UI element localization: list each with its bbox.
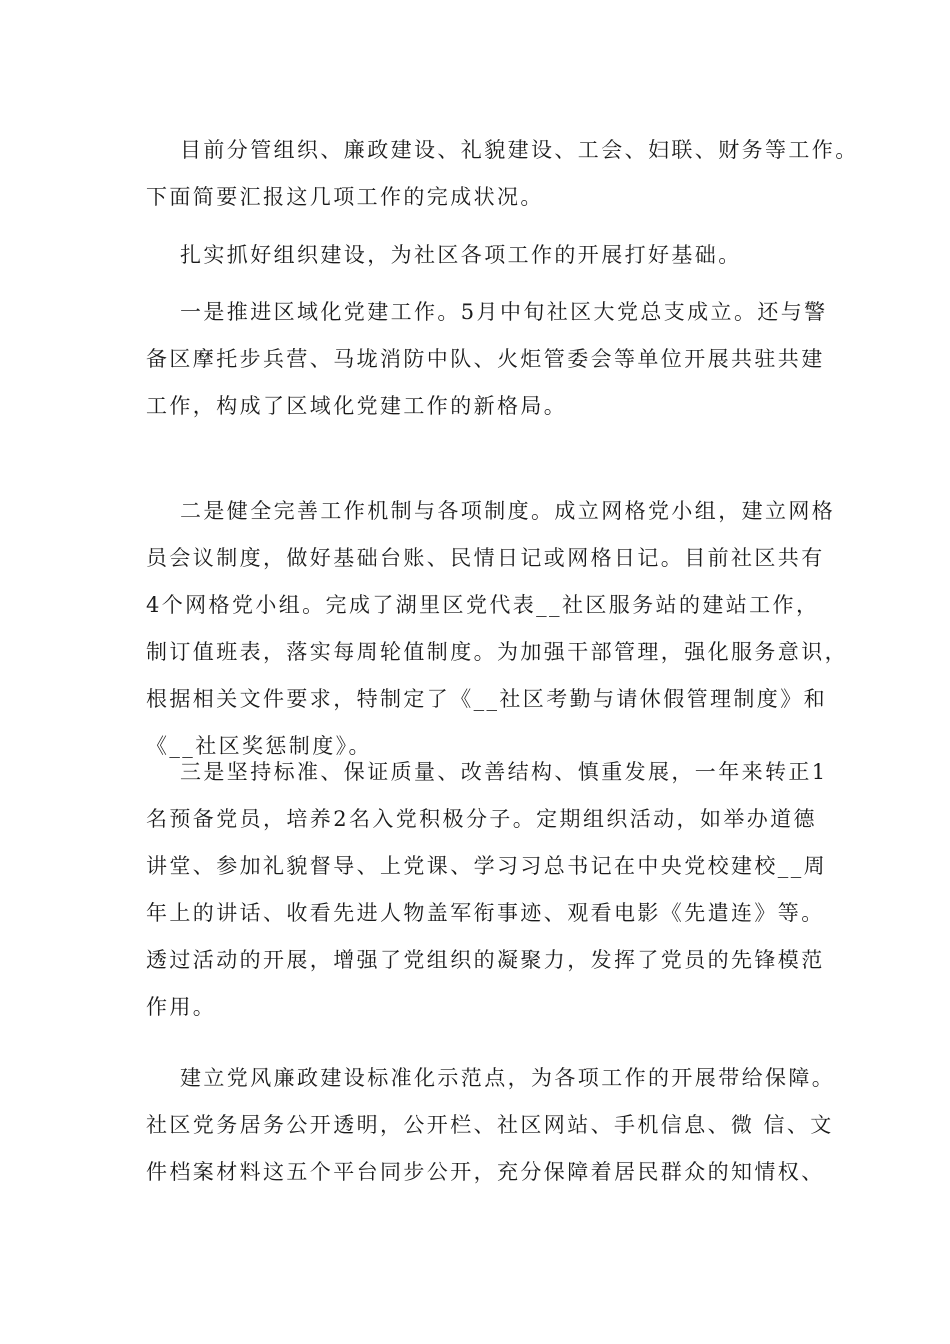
paragraph-line: 年上的讲话、收看先进人物盖军衔事迹、观看电影《先遣连》等。 — [146, 901, 825, 925]
paragraph-org-building-heading — [146, 232, 836, 279]
paragraph-line: 根据相关文件要求，特制定了《__社区考勤与请休假管理制度》和 — [146, 687, 827, 711]
paragraph-party-member-development — [146, 749, 836, 1031]
paragraph-line: 件档案材料这五个平台同步公开，充分保障着居民群众的知情权、 — [146, 1160, 825, 1184]
paragraph-line: 一是推进区域化党建工作。5月中旬社区大党总支成立。还与警 — [180, 300, 828, 324]
paragraph-line: 透过活动的开展，增强了党组织的凝聚力，发挥了党员的先锋模范 — [146, 948, 825, 972]
paragraph-line: 讲堂、参加礼貌督导、上党课、学习习总书记在中央党校建校__周 — [146, 854, 827, 878]
paragraph-line: 4个网格党小组。完成了湖里区党代表__社区服务站的建站工作， — [146, 593, 820, 617]
paragraph-line: 下面简要汇报这几项工作的完成状况。 — [146, 185, 544, 209]
paragraph-line: 名预备党员，培养2名入党积极分子。定期组织活动，如举办道德 — [146, 807, 817, 831]
paragraph-line: 员会议制度，做好基础台账、民情日记或网格日记。目前社区共有 — [146, 546, 825, 570]
paragraph-line: 备区摩托步兵营、马垅消防中队、火炬管委会等单位开展共驻共建 — [146, 347, 825, 371]
paragraph-line: 建立党风廉政建设标准化示范点，为各项工作的开展带给保障。 — [180, 1066, 836, 1090]
paragraph-line: 作用。 — [146, 995, 217, 1019]
paragraph-line: 制订值班表，落实每周轮值制度。为加强干部管理，强化服务意识， — [146, 640, 848, 664]
paragraph-intro — [146, 127, 859, 221]
paragraph-mechanisms-and-rules — [146, 488, 848, 770]
paragraph-line: 目前分管组织、廉政建设、礼貌建设、工会、妇联、财务等工作。 — [180, 138, 859, 162]
paragraph-line: 社区党务居务公开透明，公开栏、社区网站、手机信息、微 信、文 — [146, 1113, 834, 1137]
paragraph-clean-governance — [146, 1055, 836, 1196]
paragraph-line: 二是健全完善工作机制与各项制度。成立网格党小组，建立网格 — [180, 499, 836, 523]
paragraph-regional-party-building — [146, 289, 836, 430]
paragraph-line: 三是坚持标准、保证质量、改善结构、慎重发展，一年来转正1 — [180, 760, 828, 784]
paragraph-line: 扎实抓好组织建设，为社区各项工作的开展打好基础。 — [180, 243, 742, 267]
paragraph-line: 工作，构成了区域化党建工作的新格局。 — [146, 394, 568, 418]
paragraph-line: 《__社区奖惩制度》。 — [146, 734, 372, 758]
